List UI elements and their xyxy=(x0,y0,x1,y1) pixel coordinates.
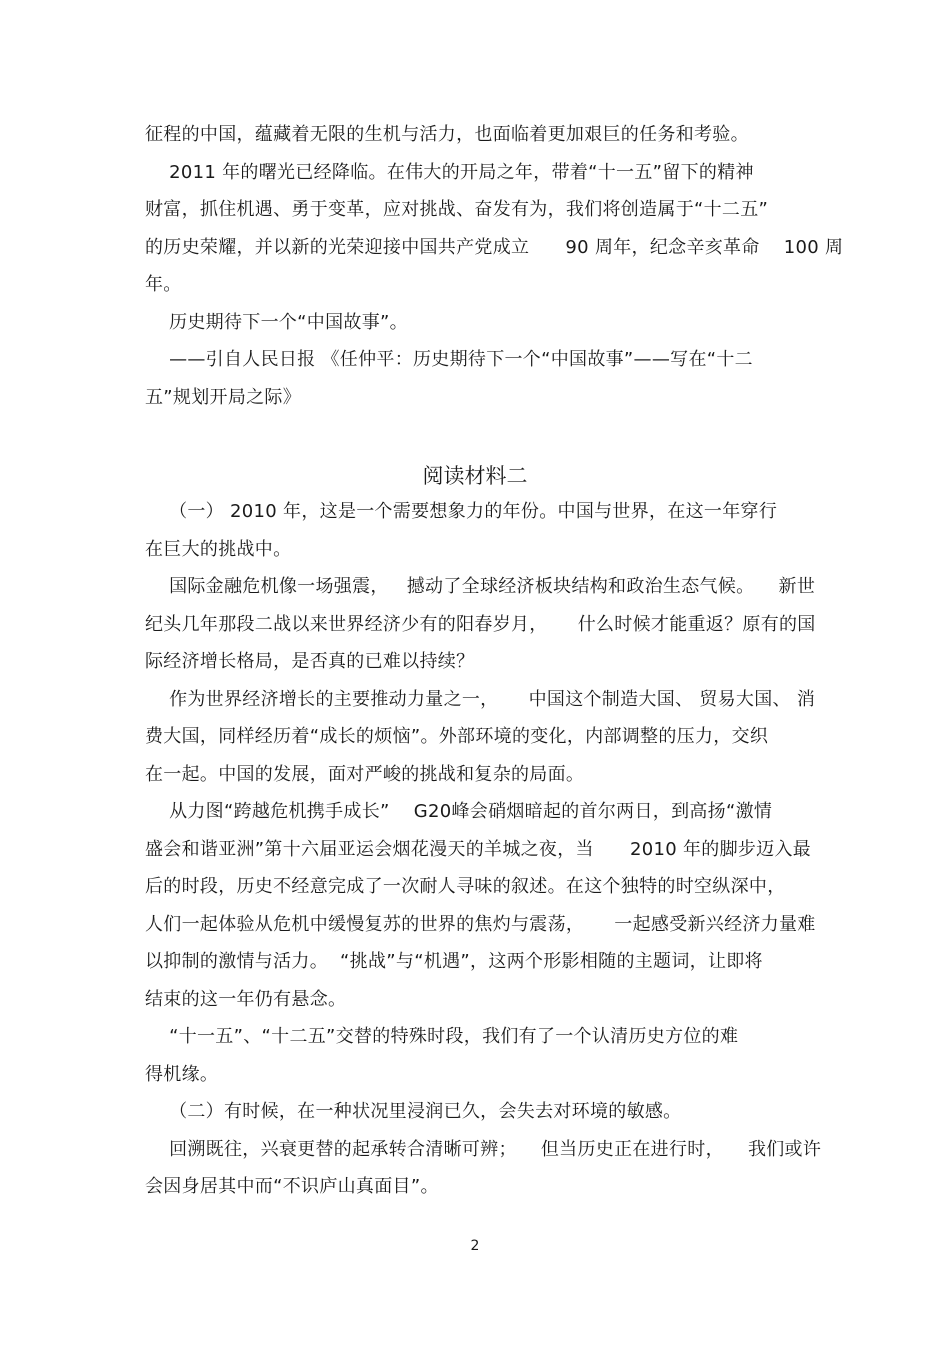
paragraph-line: “十一五”、“十二五”交替的特殊时段，我们有了一个认清历史方位的难 xyxy=(145,1026,739,1047)
paragraph-line: 征程的中国，蕴藏着无限的生机与活力，也面临着更加艰巨的任务和考验。 xyxy=(145,124,749,145)
paragraph-line: 人们一起体验从危机中缓慢复苏的世界的焦灼与震荡， 一起感受新兴经济力量难 xyxy=(145,914,816,935)
paragraph-line: 年。 xyxy=(145,274,182,295)
paragraph-line: 回溯既往，兴衰更替的起承转合清晰可辨； 但当历史正在进行时， 我们或许 xyxy=(145,1139,822,1160)
paragraph-line: 从力图“跨越危机携手成长” G20峰会硝烟暗起的首尔两日，到高扬“激情 xyxy=(145,801,773,822)
paragraph-line: 的历史荣耀，并以新的光荣迎接中国共产党成立 90 周年，纪念辛亥革命 100 周 xyxy=(145,237,844,258)
paragraph-line: 后的时段，历史不经意完成了一次耐人寻味的叙述。在这个独特的时空纵深中， xyxy=(145,876,786,897)
paragraph-line: 2011 年的曙光已经降临。在伟大的开局之年，带着“十一五”留下的精神 xyxy=(145,162,754,183)
paragraph-line: 在巨大的挑战中。 xyxy=(145,539,292,560)
paragraph-line: 纪头几年那段二战以来世界经济少有的阳春岁月， 什么时候才能重返？原有的国 xyxy=(145,614,816,635)
paragraph-line: 作为世界经济增长的主要推动力量之一， 中国这个制造大国、 贸易大国、 消 xyxy=(145,689,816,710)
paragraph-line: 国际金融危机像一场强震， 撼动了全球经济板块结构和政治生态气候。 新世 xyxy=(145,576,816,597)
paragraph-line: 历史期待下一个“中国故事”。 xyxy=(145,312,408,333)
paragraph-line: （一） 2010 年，这是一个需要想象力的年份。中国与世界，在这一年穿行 xyxy=(145,501,778,522)
paragraph-line: 财富，抓住机遇、勇于变革，应对挑战、奋发有为，我们将创造属于“十二五” xyxy=(145,199,769,220)
paragraph-line: 结束的这一年仍有悬念。 xyxy=(145,989,347,1010)
paragraph-line: （二）有时候，在一种状况里浸润已久，会失去对环境的敏感。 xyxy=(145,1101,682,1122)
paragraph-line: 会因身居其中而“不识庐山真面目”。 xyxy=(145,1176,439,1197)
paragraph-line: 盛会和谐亚洲”第十六届亚运会烟花漫天的羊城之夜，当 2010 年的脚步迈入最 xyxy=(145,839,812,860)
page-number: 2 xyxy=(470,1238,480,1254)
citation-line: ——引自人民日报 《任仲平：历史期待下一个“中国故事”——写在“十二 xyxy=(145,349,753,370)
paragraph-line: 得机缘。 xyxy=(145,1064,219,1085)
section-title: 阅读材料二 xyxy=(422,464,528,488)
paragraph-line: 费大国，同样经历着“成长的烦恼”。外部环境的变化，内部调整的压力，交织 xyxy=(145,726,769,747)
citation-line: 五”规划开局之际》 xyxy=(145,387,302,408)
paragraph-line: 在一起。中国的发展，面对严峻的挑战和复杂的局面。 xyxy=(145,764,585,785)
paragraph-line: 以抑制的激情与活力。 “挑战”与“机遇”，这两个形影相随的主题词，让即将 xyxy=(145,951,763,972)
paragraph-line: 际经济增长格局，是否真的已难以持续？ xyxy=(145,651,475,672)
